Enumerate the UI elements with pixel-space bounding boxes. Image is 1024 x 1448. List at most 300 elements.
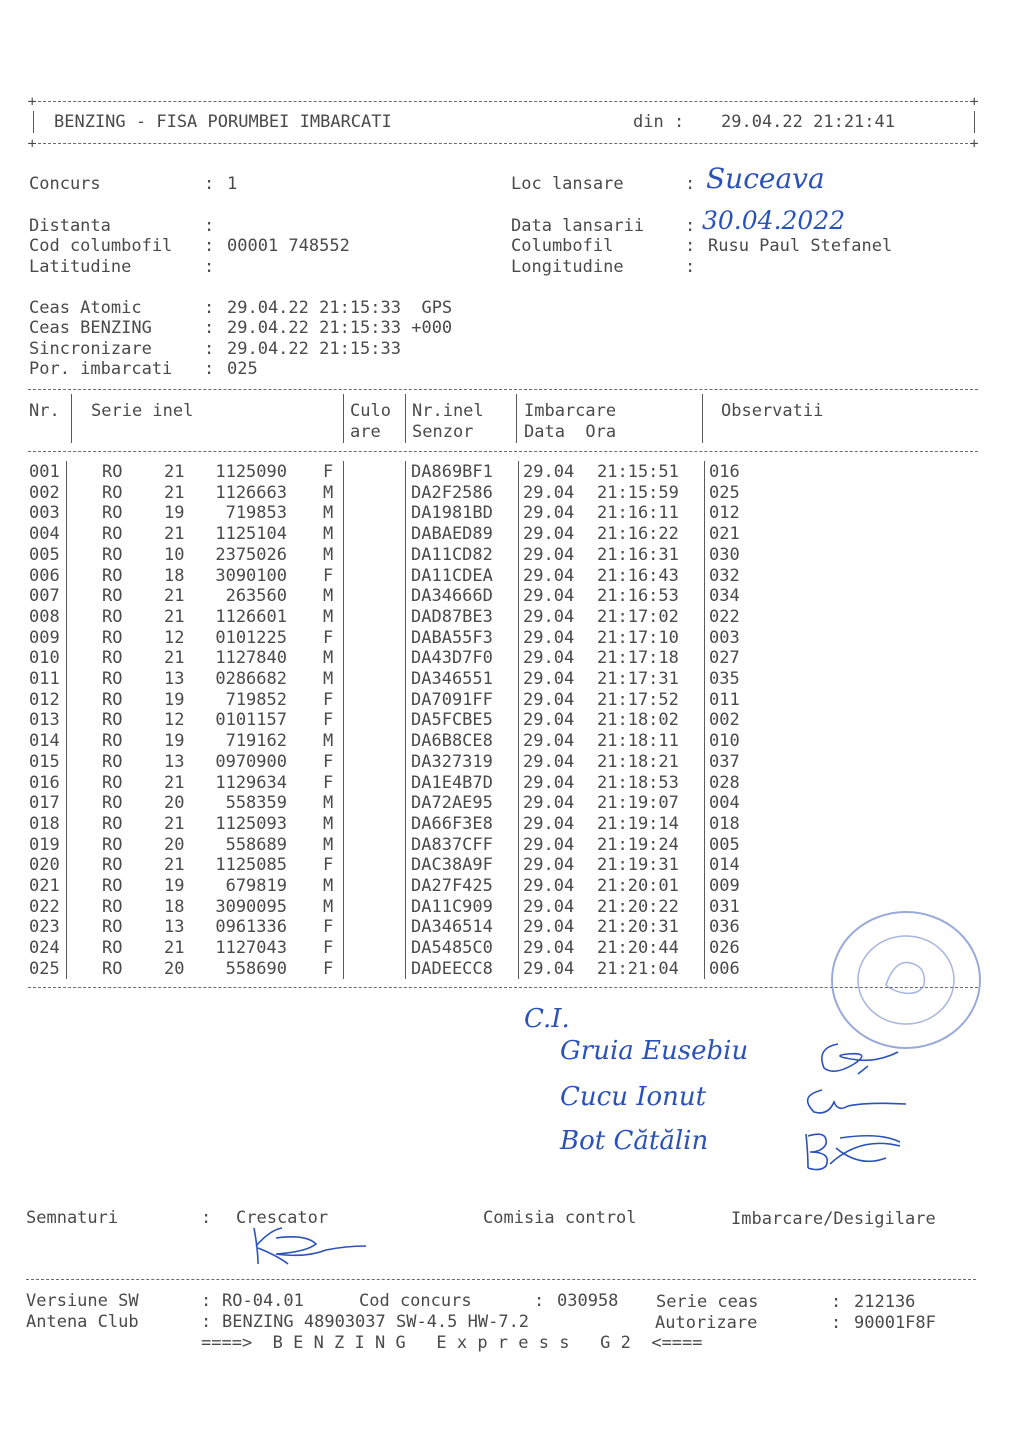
cell-ora: 21:16:22 [597, 524, 679, 545]
col-header-culoare-1: Culo [350, 401, 391, 421]
cell-sex: M [323, 524, 334, 545]
table-row [0, 607, 1024, 628]
semnaturi-label: Semnaturi [26, 1208, 119, 1228]
cell-ora: 21:17:31 [597, 669, 679, 689]
table-row [0, 876, 1024, 897]
cell-sex: M [323, 503, 334, 524]
table-row [0, 710, 1024, 731]
cell-inel: 1127840 [215, 648, 287, 669]
cell-sex: M [323, 834, 334, 855]
commission-name-3: Bot Cătălin [560, 1126, 709, 1156]
ceas-benzing-label: Ceas BENZING [29, 318, 152, 338]
header-bottom-rule [28, 143, 978, 144]
cell-obs: 002 [709, 710, 740, 731]
col-header-serie: Serie inel [91, 401, 194, 421]
autorizare-value: 90001F8F [854, 1313, 936, 1333]
col-header-observatii: Observatii [721, 401, 824, 421]
cell-nr: 017 [29, 793, 60, 814]
cell-sex: M [323, 876, 334, 896]
autorizare-label: Autorizare [655, 1313, 758, 1333]
cell-data: 29.04 [523, 793, 575, 814]
cell-nr: 008 [29, 606, 60, 627]
cell-senzor: DA11C909 [411, 896, 493, 917]
cell-data: 29.04 [523, 689, 575, 710]
cell-nr: 007 [29, 586, 60, 607]
table-row [0, 752, 1024, 773]
cell-ora: 21:17:10 [597, 627, 679, 648]
cell-senzor: DA1981BD [411, 503, 493, 524]
cell-nr: 010 [29, 648, 60, 669]
cell-data: 29.04 [523, 544, 575, 565]
loc-lansare-value: Suceava [706, 162, 825, 195]
cell-tara: RO [102, 689, 123, 710]
footer-rule [26, 1279, 976, 1280]
cell-senzor: DAC38A9F [411, 855, 493, 876]
cell-an: 13 [164, 669, 185, 689]
cell-data: 29.04 [523, 565, 575, 586]
cell-data: 29.04 [523, 731, 575, 752]
signature-1-icon [808, 1036, 918, 1076]
cell-senzor: DABA55F3 [411, 627, 493, 648]
cell-ora: 21:19:24 [597, 834, 679, 855]
signature-3-icon [800, 1124, 910, 1172]
cell-nr: 020 [29, 855, 60, 876]
cell-inel: 0101225 [215, 627, 287, 648]
cell-nr: 023 [29, 917, 60, 938]
cell-tara: RO [102, 462, 123, 482]
data-lansarii-value: 30.04.2022 [702, 206, 846, 235]
cell-ora: 21:17:18 [597, 648, 679, 669]
por-imbarcati-label: Por. imbarcati [29, 359, 173, 379]
cell-data: 29.04 [523, 586, 575, 607]
cell-inel: 263560 [225, 586, 287, 607]
cell-obs: 030 [709, 544, 740, 565]
cell-inel: 2375026 [215, 544, 287, 565]
cell-an: 19 [164, 689, 185, 710]
cell-an: 19 [164, 503, 185, 524]
ceas-atomic-label: Ceas Atomic [29, 298, 142, 318]
cell-obs: 004 [709, 793, 740, 814]
cod-concurs-label: Cod concurs [359, 1291, 472, 1311]
cell-sex: F [323, 958, 334, 979]
crescator-label: Crescator [236, 1208, 329, 1228]
date-label: din : [633, 112, 685, 132]
table-row [0, 462, 1024, 483]
cell-nr: 005 [29, 544, 60, 565]
header-top-rule [28, 101, 978, 102]
cell-ora: 21:15:59 [597, 482, 679, 503]
table-row [0, 503, 1024, 524]
cell-nr: 012 [29, 689, 60, 710]
cell-senzor: DA27F425 [411, 876, 493, 896]
cell-inel: 1125090 [215, 462, 287, 482]
cell-tara: RO [102, 606, 123, 627]
cell-an: 20 [164, 793, 185, 814]
cell-data: 29.04 [523, 648, 575, 669]
cell-data: 29.04 [523, 813, 575, 834]
cell-tara: RO [102, 524, 123, 545]
date-value: 29.04.22 21:21:41 [721, 112, 895, 132]
cell-an: 18 [164, 565, 185, 586]
sincronizare-value: 29.04.22 21:15:33 [227, 339, 401, 359]
cell-obs: 014 [709, 855, 740, 876]
cell-an: 21 [164, 482, 185, 503]
cell-inel: 558359 [225, 793, 287, 814]
cell-senzor: DA869BF1 [411, 462, 493, 482]
serie-ceas-label: Serie ceas [656, 1292, 759, 1312]
col-header-nr: Nr. [29, 401, 60, 421]
table-row [0, 545, 1024, 566]
cell-senzor: DA34666D [411, 586, 493, 607]
cell-tara: RO [102, 958, 123, 979]
cell-ora: 21:18:21 [597, 751, 679, 772]
cell-tara: RO [102, 896, 123, 917]
cell-inel: 558690 [225, 958, 287, 979]
cell-sex: F [323, 938, 334, 959]
cell-senzor: DA2F2586 [411, 482, 493, 503]
cell-ora: 21:20:01 [597, 876, 679, 896]
cell-nr: 003 [29, 503, 60, 524]
cell-data: 29.04 [523, 876, 575, 896]
ci-note: C.I. [524, 1004, 570, 1034]
cell-obs: 009 [709, 876, 740, 896]
cell-nr: 025 [29, 958, 60, 979]
table-row [0, 835, 1024, 856]
table-row [0, 855, 1024, 876]
cell-senzor: DAD87BE3 [411, 606, 493, 627]
cell-sex: F [323, 565, 334, 586]
cell-ora: 21:18:53 [597, 772, 679, 793]
cell-sex: M [323, 648, 334, 669]
cell-ora: 21:16:11 [597, 503, 679, 524]
cell-inel: 719162 [225, 731, 287, 752]
commission-name-1: Gruia Eusebiu [560, 1036, 749, 1066]
cell-sex: F [323, 462, 334, 482]
cell-data: 29.04 [523, 855, 575, 876]
cell-obs: 018 [709, 813, 740, 834]
cell-obs: 026 [709, 938, 740, 959]
cell-tara: RO [102, 876, 123, 896]
cell-sex: F [323, 710, 334, 731]
loc-lansare-label: Loc lansare [511, 174, 624, 194]
cell-sex: F [323, 917, 334, 938]
cell-an: 19 [164, 876, 185, 896]
cell-ora: 21:17:02 [597, 606, 679, 627]
cell-ora: 21:19:14 [597, 813, 679, 834]
cell-nr: 024 [29, 938, 60, 959]
cell-data: 29.04 [523, 606, 575, 627]
cell-nr: 021 [29, 876, 60, 896]
col-header-nrinel-1: Nr.inel [412, 401, 484, 421]
cell-obs: 005 [709, 834, 740, 855]
cell-data: 29.04 [523, 751, 575, 772]
col-header-imbarcare-1: Imbarcare [524, 401, 617, 421]
cell-an: 21 [164, 606, 185, 627]
cell-senzor: DA7091FF [411, 689, 493, 710]
cell-data: 29.04 [523, 772, 575, 793]
cell-inel: 0101157 [215, 710, 287, 731]
cell-an: 13 [164, 751, 185, 772]
table-row [0, 483, 1024, 504]
cell-obs: 032 [709, 565, 740, 586]
cell-obs: 028 [709, 772, 740, 793]
cell-sex: M [323, 669, 334, 689]
distanta-label: Distanta [29, 216, 111, 236]
cell-an: 21 [164, 586, 185, 607]
cell-data: 29.04 [523, 896, 575, 917]
cell-nr: 018 [29, 813, 60, 834]
table-row [0, 669, 1024, 690]
cell-senzor: DA66F3E8 [411, 813, 493, 834]
cell-ora: 21:17:52 [597, 689, 679, 710]
crescator-signature-icon [246, 1220, 366, 1270]
cell-senzor: DA11CDEA [411, 565, 493, 586]
cell-ora: 21:20:44 [597, 938, 679, 959]
cell-sex: M [323, 482, 334, 503]
col-header-imbarcare-2: Data Ora [524, 422, 617, 442]
cell-an: 21 [164, 938, 185, 959]
cell-senzor: DA837CFF [411, 834, 493, 855]
cell-nr: 022 [29, 896, 60, 917]
cell-inel: 1127043 [215, 938, 287, 959]
table-row [0, 524, 1024, 545]
col-header-culoare-2: are [350, 422, 381, 442]
columbofil-value: Rusu Paul Stefanel [708, 236, 893, 256]
cell-an: 12 [164, 627, 185, 648]
cell-tara: RO [102, 772, 123, 793]
cell-inel: 679819 [225, 876, 287, 896]
por-imbarcati-value: 025 [227, 359, 258, 379]
cell-sex: M [323, 793, 334, 814]
cell-an: 21 [164, 524, 185, 545]
cell-sex: F [323, 855, 334, 876]
cell-data: 29.04 [523, 958, 575, 979]
cell-sex: M [323, 813, 334, 834]
cell-inel: 0970900 [215, 751, 287, 772]
cell-nr: 015 [29, 751, 60, 772]
cell-obs: 010 [709, 731, 740, 752]
cell-tara: RO [102, 544, 123, 565]
benzing-express-banner: ====> B E N Z I N G E x p r e s s G 2 <==== [201, 1333, 703, 1353]
cell-inel: 3090100 [215, 565, 287, 586]
cod-columbofil-value: 00001 748552 [227, 236, 350, 256]
concurs-value: 1 [227, 174, 238, 194]
cell-nr: 006 [29, 565, 60, 586]
table-header-rule [28, 451, 978, 452]
cell-data: 29.04 [523, 524, 575, 545]
cell-data: 29.04 [523, 482, 575, 503]
cell-ora: 21:19:07 [597, 793, 679, 814]
cell-sex: M [323, 731, 334, 752]
concurs-label: Concurs [29, 174, 101, 194]
columbofil-label: Columbofil [511, 236, 614, 256]
cell-ora: 21:16:31 [597, 544, 679, 565]
cell-ora: 21:16:53 [597, 586, 679, 607]
commission-name-2: Cucu Ionut [560, 1082, 707, 1112]
cell-nr: 009 [29, 627, 60, 648]
cell-senzor: DA43D7F0 [411, 648, 493, 669]
cell-an: 19 [164, 731, 185, 752]
cell-inel: 1125104 [215, 524, 287, 545]
cell-obs: 011 [709, 689, 740, 710]
latitudine-label: Latitudine [29, 257, 132, 277]
cell-obs: 012 [709, 503, 740, 524]
cell-senzor: DA346514 [411, 917, 493, 938]
cell-senzor: DA327319 [411, 751, 493, 772]
cell-senzor: DA1E4B7D [411, 772, 493, 793]
cell-data: 29.04 [523, 462, 575, 482]
versiune-sw-value: RO-04.01 [222, 1291, 304, 1311]
cell-inel: 1125085 [215, 855, 287, 876]
cell-senzor: DA346551 [411, 669, 493, 689]
ceas-benzing-value: 29.04.22 21:15:33 +000 [227, 318, 453, 338]
cell-senzor: DADEECC8 [411, 958, 493, 979]
cell-data: 29.04 [523, 627, 575, 648]
col-header-nrinel-2: Senzor [412, 422, 474, 442]
cell-ora: 21:19:31 [597, 855, 679, 876]
cell-tara: RO [102, 938, 123, 959]
table-row [0, 648, 1024, 669]
cell-tara: RO [102, 834, 123, 855]
table-row [0, 793, 1024, 814]
cell-obs: 006 [709, 958, 740, 979]
cell-obs: 016 [709, 462, 740, 482]
cell-nr: 004 [29, 524, 60, 545]
cell-ora: 21:18:02 [597, 710, 679, 731]
cell-tara: RO [102, 648, 123, 669]
cell-data: 29.04 [523, 669, 575, 689]
cell-tara: RO [102, 565, 123, 586]
cell-inel: 558689 [225, 834, 287, 855]
cell-an: 20 [164, 958, 185, 979]
cell-an: 12 [164, 710, 185, 731]
cell-ora: 21:20:31 [597, 917, 679, 938]
cell-an: 13 [164, 917, 185, 938]
data-lansarii-label: Data lansarii [511, 216, 645, 236]
cell-obs: 021 [709, 524, 740, 545]
ceas-atomic-value: 29.04.22 21:15:33 GPS [227, 298, 453, 318]
cell-an: 10 [164, 544, 185, 565]
cell-tara: RO [102, 793, 123, 814]
cell-inel: 1126601 [215, 606, 287, 627]
cell-tara: RO [102, 669, 123, 689]
cell-senzor: DA5485C0 [411, 938, 493, 959]
cell-sex: M [323, 606, 334, 627]
cell-an: 21 [164, 855, 185, 876]
cell-ora: 21:20:22 [597, 896, 679, 917]
table-row [0, 814, 1024, 835]
comisia-control-label: Comisia control [483, 1208, 637, 1228]
cell-nr: 019 [29, 834, 60, 855]
table-top-rule [28, 389, 978, 390]
cell-tara: RO [102, 917, 123, 938]
cell-obs: 037 [709, 751, 740, 772]
cell-sex: F [323, 772, 334, 793]
cell-senzor: DA72AE95 [411, 793, 493, 814]
cell-nr: 014 [29, 731, 60, 752]
cell-nr: 016 [29, 772, 60, 793]
table-row [0, 731, 1024, 752]
cell-data: 29.04 [523, 938, 575, 959]
cell-nr: 011 [29, 669, 60, 689]
cell-an: 21 [164, 813, 185, 834]
cell-obs: 036 [709, 917, 740, 938]
cell-sex: M [323, 544, 334, 565]
cod-columbofil-label: Cod columbofil [29, 236, 173, 256]
cell-obs: 003 [709, 627, 740, 648]
cell-tara: RO [102, 751, 123, 772]
cell-ora: 21:21:04 [597, 958, 679, 979]
stamp-icon [826, 905, 986, 1055]
cell-data: 29.04 [523, 834, 575, 855]
cell-data: 29.04 [523, 503, 575, 524]
cell-obs: 027 [709, 648, 740, 669]
cell-tara: RO [102, 855, 123, 876]
cell-senzor: DA5FCBE5 [411, 710, 493, 731]
page-title: BENZING - FISA PORUMBEI IMBARCATI [54, 112, 392, 132]
table-row [0, 586, 1024, 607]
cell-an: 21 [164, 772, 185, 793]
cell-data: 29.04 [523, 710, 575, 731]
cell-data: 29.04 [523, 917, 575, 938]
cell-nr: 001 [29, 462, 60, 482]
cell-nr: 002 [29, 482, 60, 503]
cell-sex: F [323, 751, 334, 772]
signature-2-icon [800, 1084, 910, 1120]
cell-tara: RO [102, 813, 123, 834]
cell-an: 21 [164, 648, 185, 669]
cell-inel: 719853 [225, 503, 287, 524]
cell-an: 21 [164, 462, 185, 482]
cell-tara: RO [102, 482, 123, 503]
cell-sex: M [323, 586, 334, 607]
cell-obs: 035 [709, 669, 740, 689]
serie-ceas-value: 212136 [854, 1292, 916, 1312]
cell-obs: 034 [709, 586, 740, 607]
antena-club-label: Antena Club [26, 1312, 139, 1332]
cell-tara: RO [102, 627, 123, 648]
cell-inel: 1129634 [215, 772, 287, 793]
cell-obs: 025 [709, 482, 740, 503]
cell-obs: 022 [709, 606, 740, 627]
cell-inel: 3090095 [215, 896, 287, 917]
cell-inel: 719852 [225, 689, 287, 710]
antena-club-value: BENZING 48903037 SW-4.5 HW-7.2 [222, 1312, 530, 1332]
cell-tara: RO [102, 586, 123, 607]
cell-ora: 21:18:11 [597, 731, 679, 752]
cell-ora: 21:16:43 [597, 565, 679, 586]
cell-inel: 0286682 [215, 669, 287, 689]
imbarcare-desigilare-label: Imbarcare/Desigilare [731, 1209, 936, 1229]
cell-ora: 21:15:51 [597, 462, 679, 482]
cell-an: 20 [164, 834, 185, 855]
cell-senzor: DABAED89 [411, 524, 493, 545]
cell-nr: 013 [29, 710, 60, 731]
cell-obs: 031 [709, 896, 740, 917]
cell-sex: M [323, 896, 334, 917]
cell-tara: RO [102, 710, 123, 731]
cell-inel: 1125093 [215, 813, 287, 834]
table-row [0, 690, 1024, 711]
table-row [0, 773, 1024, 794]
table-row [0, 628, 1024, 649]
cell-senzor: DA11CD82 [411, 544, 493, 565]
cell-senzor: DA6B8CE8 [411, 731, 493, 752]
cod-concurs-value: 030958 [557, 1291, 619, 1311]
cell-sex: F [323, 689, 334, 710]
sincronizare-label: Sincronizare [29, 339, 152, 359]
cell-tara: RO [102, 503, 123, 524]
